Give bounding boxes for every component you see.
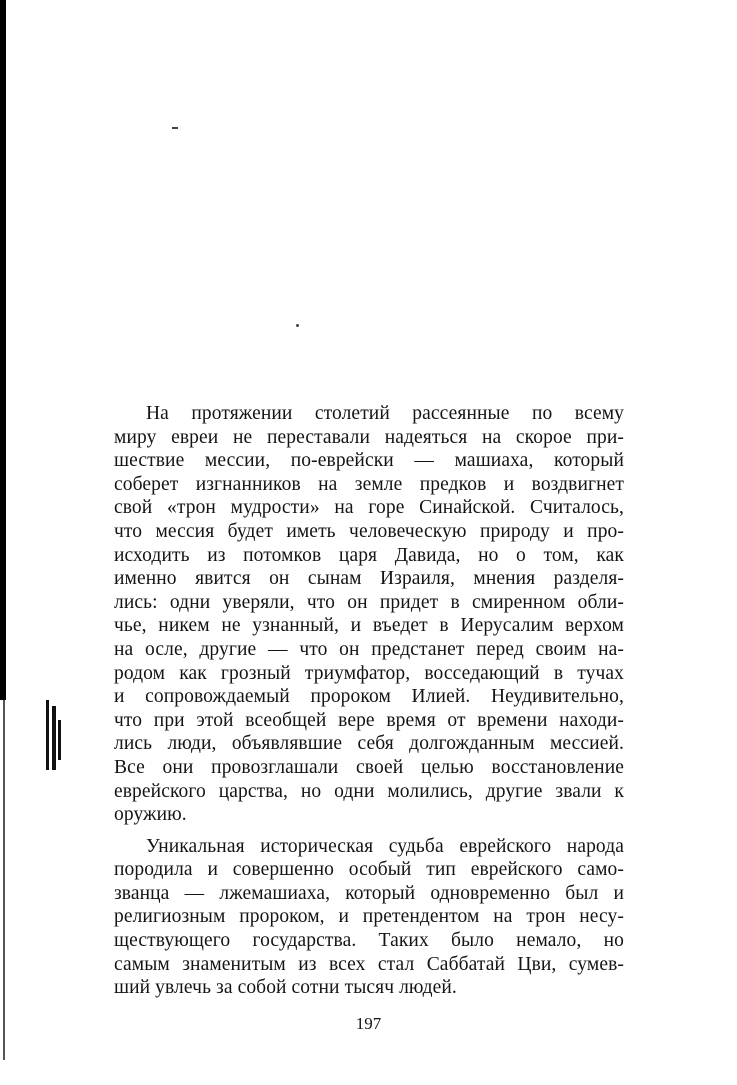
text-line: что мессия будет иметь человеческую природу и про- bbox=[114, 520, 624, 542]
text-line: что при этой всеобщей вере время от времени находи- bbox=[114, 709, 624, 731]
text-line: родом как грозный триумфатор, восседающий в тучах bbox=[114, 662, 624, 684]
text-line: свой «трон мудрости» на горе Синайской. Считалось, bbox=[114, 497, 624, 519]
text-line: званца — лжемашиаха, который одновременно был и bbox=[114, 882, 624, 904]
text-line: ществующего государства. Таких было немало, но bbox=[114, 930, 624, 952]
scan-speck bbox=[172, 127, 178, 129]
body-text bbox=[82, 402, 624, 1000]
text-line: исходить из потомков царя Давида, но о том, как bbox=[114, 544, 624, 566]
text-line: лись: одни уверяли, что он придет в смиренном обли- bbox=[114, 591, 624, 613]
text-line: лись люди, объявлявшие себя долгожданным мессией. bbox=[114, 733, 624, 755]
text-line: шествие мессии, по-еврейски — машиаха, который bbox=[114, 450, 624, 472]
paragraph-2 bbox=[82, 835, 624, 1000]
page-number: 197 bbox=[355, 1014, 382, 1033]
text-line: породила и совершенно особый тип еврейского само- bbox=[114, 859, 624, 881]
text-line: чье, никем не узнанный, и въедет в Иерусалим верхом bbox=[114, 615, 624, 637]
text-line: религиозным пророком, и претендентом на трон несу- bbox=[114, 906, 624, 928]
page-binding-edge bbox=[0, 0, 6, 700]
text-line: и сопровождаемый пророком Илией. Неудивительно, bbox=[114, 686, 624, 708]
scan-margin-mark bbox=[44, 700, 64, 770]
text-line: еврейского царства, но одни молились, другие звали к bbox=[114, 780, 624, 802]
text-line: ший увлечь за собой сотни тысяч людей. bbox=[114, 977, 457, 999]
text-line: миру евреи не переставали надеяться на скорое при- bbox=[114, 426, 624, 448]
text-line: Все они провозглашали своей целью восстановление bbox=[114, 756, 624, 778]
paragraph-1 bbox=[82, 402, 624, 827]
page-binding-shadow bbox=[3, 700, 5, 1060]
text-line: именно явится он сынам Израиля, мнения разделя- bbox=[114, 568, 624, 590]
text-line: самым знаменитым из всех стал Саббатай Цви, сумев- bbox=[114, 953, 624, 975]
scan-speck bbox=[296, 324, 299, 327]
text-line: на осле, другие — что он предстанет перед своим на- bbox=[114, 638, 624, 660]
text-line: На протяжении столетий рассеянные по всему bbox=[146, 403, 624, 424]
text-line: оружию. bbox=[114, 804, 187, 826]
text-line: соберет изгнанников на земле предков и воздвигнет bbox=[114, 473, 624, 495]
text-line: Уникальная историческая судьба еврейского народа bbox=[146, 835, 624, 857]
